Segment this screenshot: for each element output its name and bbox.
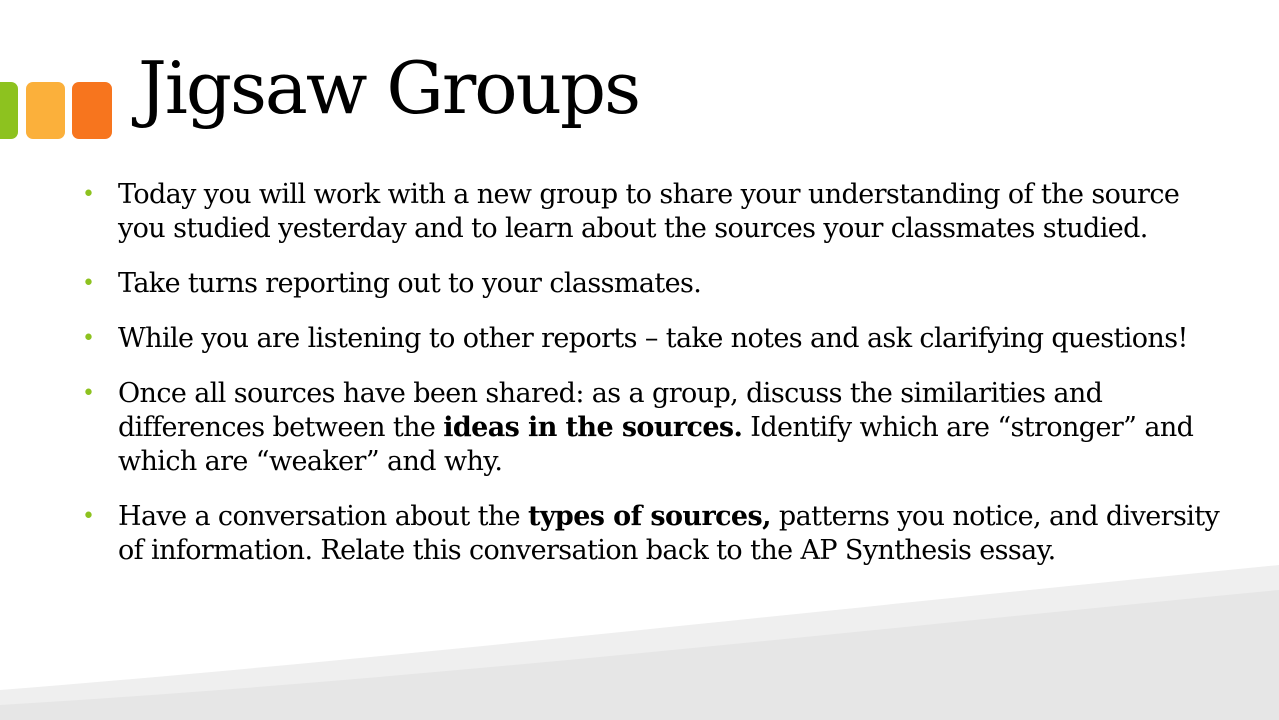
slide-title: Jigsaw Groups	[138, 46, 640, 130]
bullet-text: While you are listening to other reports – take notes and ask clarifying questions!	[118, 323, 1188, 354]
yellow-block	[26, 82, 65, 139]
green-block	[0, 82, 18, 139]
bullet-text-end: patterns you notice, and diversity of information. Relate this conversation back to the AP Synthesis essay.	[118, 501, 1220, 566]
bullet-item	[82, 267, 1222, 301]
bullet-text: Today you will work with a new group to share your understanding of the source you studied yesterday and to learn about the sources your classmates studied.	[118, 179, 1180, 244]
bullet-item	[82, 178, 1222, 246]
bullet-dot-icon: •	[82, 381, 95, 406]
bullet-bold-text: types of sources,	[527, 501, 771, 532]
bullet-text-end: Identify which are “stronger” and which are “weaker” and why.	[118, 412, 1194, 477]
bullet-item	[82, 500, 1222, 568]
bullet-text-start: Once all sources have been shared: as a group, discuss the similarities and differences between the	[118, 378, 1103, 443]
bullet-text: Take turns reporting out to your classmates.	[118, 268, 702, 299]
bullet-text-start: Have a conversation about the	[118, 501, 528, 532]
bullet-dot-icon: •	[82, 271, 95, 296]
bullet-list	[82, 178, 1222, 568]
decorative-blocks	[0, 82, 120, 139]
bullet-dot-icon: •	[82, 326, 95, 351]
orange-block	[72, 82, 112, 139]
bullet-item	[82, 377, 1222, 479]
bullet-dot-icon: •	[82, 182, 95, 207]
bullet-dot-icon: •	[82, 504, 95, 529]
bullet-item	[82, 322, 1222, 356]
bullet-bold-text: ideas in the sources.	[443, 412, 743, 443]
